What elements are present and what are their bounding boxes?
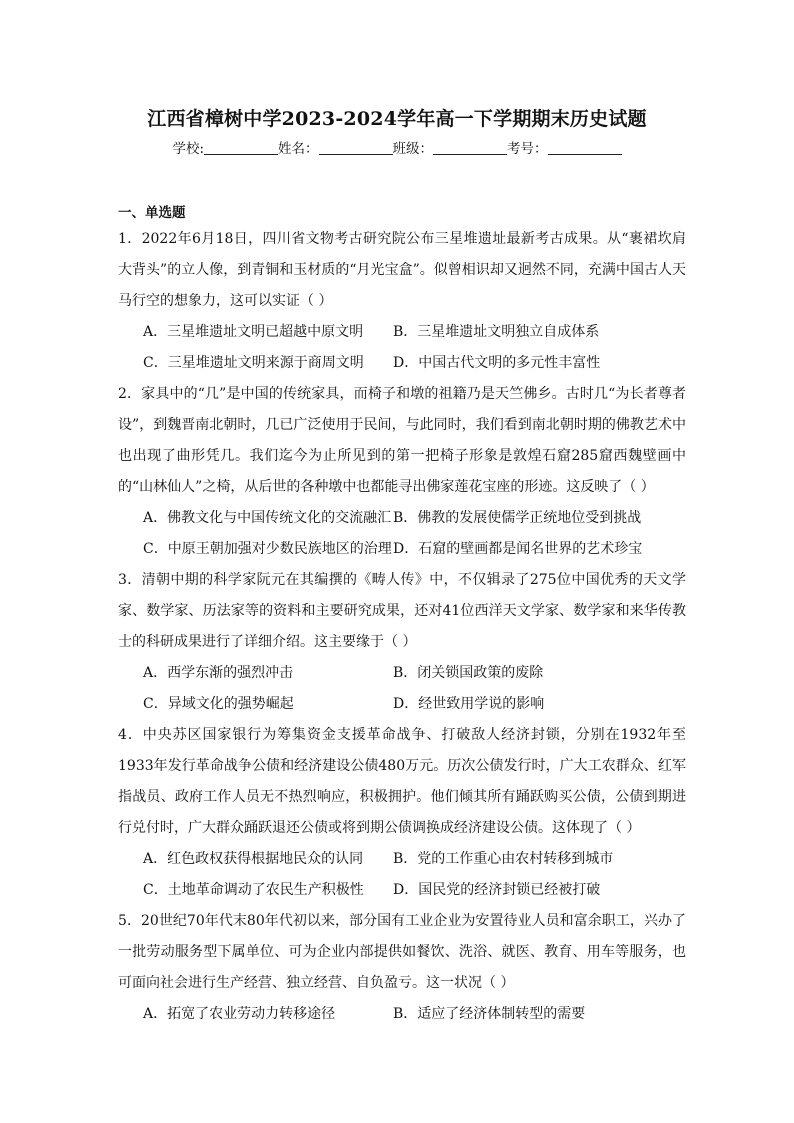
option-grid bbox=[118, 317, 686, 379]
school-label: 学校: bbox=[172, 141, 205, 157]
question-2 bbox=[118, 379, 686, 565]
class-label: 班级： bbox=[392, 141, 434, 157]
option-b: B．闭关锁国政策的废除 bbox=[393, 665, 544, 681]
option-a: A．西学东渐的强烈冲击 bbox=[143, 665, 294, 681]
question-stem: 3．清朝中期的科学家阮元在其编撰的《畴人传》中，不仅辑录了275位中国优秀的天文学家、数学家、历法家等的资料和主要研究成果，还对41位西洋天文学家、数学家和来华传教士的科研成果进行了详细介绍。这主要缘于（ ） bbox=[118, 572, 686, 650]
option-d: D．中国古代文明的多元性丰富性 bbox=[393, 355, 601, 371]
section-title: 一、单选题 bbox=[118, 205, 186, 221]
option-grid bbox=[118, 844, 686, 906]
school-blank bbox=[204, 140, 278, 155]
name-blank bbox=[319, 140, 393, 155]
student-info-line bbox=[0, 137, 794, 157]
question-4 bbox=[118, 720, 686, 906]
option-c: C．中原王朝加强对少数民族地区的治理 bbox=[143, 541, 392, 557]
page-title: 江西省樟树中学2023-2024学年高一下学期期末历史试题 bbox=[147, 108, 647, 130]
option-grid bbox=[118, 503, 686, 565]
option-c: C．土地革命调动了农民生产积极性 bbox=[143, 882, 364, 898]
option-d: D．经世致用学说的影响 bbox=[393, 696, 545, 712]
name-label: 姓名： bbox=[278, 141, 319, 157]
option-a: A．三星堆遗址文明已超越中原文明 bbox=[143, 324, 364, 340]
question-stem: 5．20世纪70年代末80年代初以来，部分国有工业企业为安置待业人员和富余职工，兴办了一批劳动服务型下属单位、可为企业内部提供如餐饮、洗浴、就医、教育、用车等服务，也可面向社会进行生产经营、独立经营、自负盈亏。这一状况（ ） bbox=[118, 913, 686, 991]
question-stem: 4．中央苏区国家银行为筹集资金支援革命战争、打破敌人经济封锁，分别在1932年至1933年发行革命战争公债和经济建设公债480万元。历次公债发行时，广大工农群众、红军指战员、政府工作人员无不热烈响应，积极拥护。他们倾其所有踊跃购买公债，公债到期进行兑付时，广大群众踊跃退还公债或将到期公债调换成经济建设公债。这体现了（ ） bbox=[118, 727, 686, 836]
option-b: B．适应了经济体制转型的需要 bbox=[393, 1006, 586, 1022]
option-grid bbox=[118, 999, 686, 1030]
option-b: B．佛教的发展使儒学正统地位受到挑战 bbox=[393, 510, 642, 526]
question-3 bbox=[118, 565, 686, 720]
option-c: C．异域文化的强势崛起 bbox=[143, 696, 294, 712]
question-1 bbox=[118, 224, 686, 379]
exam-number-blank bbox=[548, 140, 622, 155]
option-d: D．石窟的壁画都是闻名世界的艺术珍宝 bbox=[393, 541, 643, 557]
question-stem: 2．家具中的“几”是中国的传统家具，而椅子和墩的祖籍乃是天竺佛乡。古时几“为长者尊者设”，到魏晋南北朝时，几已广泛使用于民间，与此同时，我们看到南北朝时期的佛教艺术中也出现了曲形凭几。我们迄今为止所见到的第一把椅子形象是敦煌石窟285窟西魏壁画中的“山林仙人”之椅，从后世的各种墩中也都能寻出佛家莲花宝座的形迹。这反映了（ ） bbox=[118, 386, 686, 495]
question-stem: 1．2022年6月18日，四川省文物考古研究院公布三星堆遗址最新考古成果。从“裹裙坎肩大背头”的立人像，到青铜和玉材质的“月光宝盒”。似曾相识却又迥然不同，充满中国古人天马行空的想象力，这可以实证（ ） bbox=[118, 231, 686, 309]
option-a: A．拓宽了农业劳动力转移途径 bbox=[143, 1006, 336, 1022]
exam-content bbox=[118, 203, 686, 1030]
option-a: A．佛教文化与中国传统文化的交流融汇 bbox=[143, 510, 392, 526]
option-b: B．三星堆遗址文明独立自成体系 bbox=[393, 324, 600, 340]
option-grid bbox=[118, 658, 686, 720]
option-d: D．国民党的经济封锁已经被打破 bbox=[393, 882, 601, 898]
option-a: A．红色政权获得根据地民众的认同 bbox=[143, 851, 364, 867]
question-5 bbox=[118, 906, 686, 1030]
option-b: B．党的工作重心由农村转移到城市 bbox=[393, 851, 614, 867]
exam-number-label: 考号： bbox=[507, 141, 548, 157]
option-c: C．三星堆遗址文明来源于商周文明 bbox=[143, 355, 364, 371]
class-blank bbox=[433, 140, 507, 155]
